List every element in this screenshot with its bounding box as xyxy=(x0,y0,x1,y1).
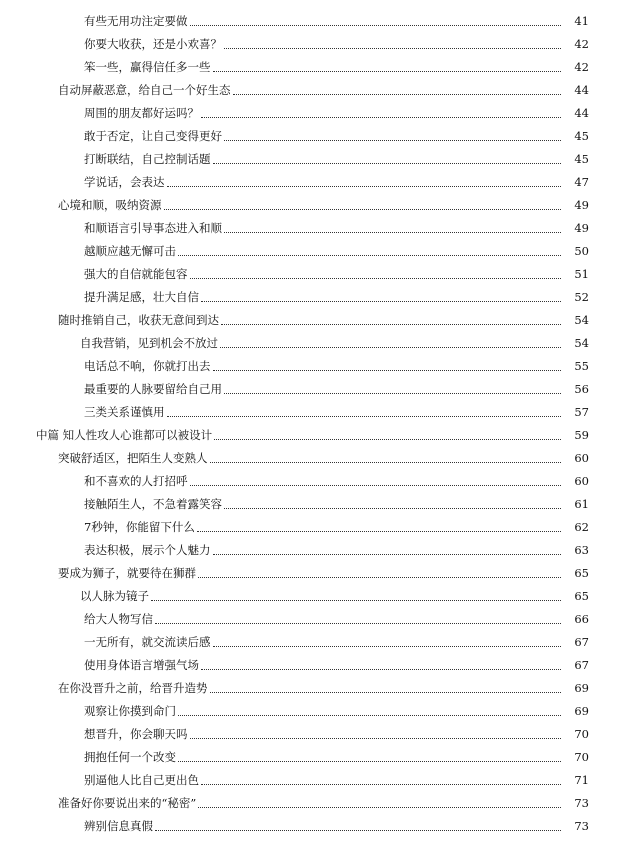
dot-leader xyxy=(233,93,562,95)
toc-entry-page-number: 54 xyxy=(574,336,589,350)
toc-entry-page-number: 67 xyxy=(574,658,589,672)
dot-leader xyxy=(178,760,561,762)
dot-leader xyxy=(201,668,561,670)
toc-entry-title: 拥抱任何一个改变 xyxy=(84,750,176,764)
toc-entry-title: 提升满足感，壮大自信 xyxy=(84,290,199,304)
toc-entry-page-number: 57 xyxy=(574,405,589,419)
dot-leader xyxy=(178,254,561,256)
toc-entry-page-number: 55 xyxy=(574,359,589,373)
toc-entry-title: 越顺应越无懈可击 xyxy=(84,244,176,258)
toc-chapter-entry xyxy=(0,190,632,213)
table-of-contents xyxy=(0,6,632,834)
toc-entry-page-number: 73 xyxy=(574,819,589,833)
toc-chapter-entry xyxy=(0,788,632,811)
toc-entry-title: 接触陌生人，不急着露笑容 xyxy=(84,497,222,511)
toc-section-entry xyxy=(0,742,632,765)
toc-entry-title: 一无所有，就交流读后感 xyxy=(84,635,211,649)
toc-chapter-entry xyxy=(0,673,632,696)
dot-leader xyxy=(155,829,561,831)
toc-section-entry xyxy=(0,98,632,121)
toc-chapter-entry xyxy=(0,558,632,581)
dot-leader xyxy=(221,323,561,325)
toc-entry-page-number: 52 xyxy=(574,290,589,304)
toc-entry-page-number: 65 xyxy=(574,589,589,603)
toc-section-entry xyxy=(0,121,632,144)
toc-section-entry xyxy=(0,397,632,420)
toc-chapter-entry xyxy=(0,443,632,466)
toc-entry-page-number: 73 xyxy=(574,796,589,810)
dot-leader xyxy=(167,185,562,187)
dot-leader xyxy=(198,806,561,808)
toc-entry-title: 想晋升，你会聊天吗 xyxy=(84,727,188,741)
dot-leader xyxy=(201,300,561,302)
dot-leader xyxy=(224,231,561,233)
toc-entry-page-number: 62 xyxy=(574,520,589,534)
toc-entry-page-number: 49 xyxy=(574,221,589,235)
toc-section-entry xyxy=(0,719,632,742)
toc-section-entry xyxy=(0,6,632,29)
dot-leader xyxy=(213,645,562,647)
toc-section-entry xyxy=(0,29,632,52)
toc-entry-page-number: 70 xyxy=(574,750,589,764)
toc-entry-title: 和顺语言引导事态进入和顺 xyxy=(84,221,222,235)
toc-entry-title: 准备好你要说出来的“秘密” xyxy=(58,796,197,810)
dot-leader xyxy=(213,369,562,371)
dot-leader xyxy=(213,553,562,555)
dot-leader xyxy=(178,714,561,716)
dot-leader xyxy=(201,116,561,118)
dot-leader xyxy=(224,392,561,394)
toc-entry-title: 给大人物写信 xyxy=(84,612,153,626)
dot-leader xyxy=(190,24,562,26)
toc-entry-title: 自动屏蔽恶意，给自己一个好生态 xyxy=(58,83,231,97)
toc-section-entry xyxy=(0,581,632,604)
toc-entry-title: 和不喜欢的人打招呼 xyxy=(84,474,188,488)
toc-section-entry xyxy=(0,52,632,75)
toc-section-entry xyxy=(0,696,632,719)
toc-entry-page-number: 49 xyxy=(574,198,589,212)
toc-entry-title: 笨一些，赢得信任多一些 xyxy=(84,60,211,74)
toc-section-entry xyxy=(0,282,632,305)
toc-entry-title: 强大的自信就能包容 xyxy=(84,267,188,281)
toc-entry-page-number: 71 xyxy=(574,773,589,787)
toc-section-entry xyxy=(0,765,632,788)
toc-entry-page-number: 54 xyxy=(574,313,589,327)
dot-leader xyxy=(214,438,561,440)
toc-entry-page-number: 56 xyxy=(574,382,589,396)
toc-entry-title: 三类关系谨慎用 xyxy=(84,405,165,419)
toc-section-entry xyxy=(0,328,632,351)
toc-entry-page-number: 45 xyxy=(574,152,589,166)
toc-section-entry xyxy=(0,650,632,673)
toc-entry-page-number: 47 xyxy=(574,175,589,189)
toc-entry-page-number: 42 xyxy=(574,60,589,74)
toc-entry-title: 敢于否定，让自己变得更好 xyxy=(84,129,222,143)
dot-leader xyxy=(224,47,561,49)
toc-entry-title: 辨别信息真假 xyxy=(84,819,153,833)
toc-section-entry xyxy=(0,213,632,236)
toc-section-entry xyxy=(0,236,632,259)
toc-entry-title: 心境和顺，吸纳资源 xyxy=(58,198,162,212)
toc-entry-page-number: 50 xyxy=(574,244,589,258)
dot-leader xyxy=(224,507,561,509)
toc-part-entry xyxy=(0,420,632,443)
toc-section-entry xyxy=(0,259,632,282)
toc-entry-title: 观察让你摸到命门 xyxy=(84,704,176,718)
dot-leader xyxy=(213,70,562,72)
toc-entry-page-number: 63 xyxy=(574,543,589,557)
toc-entry-title: 打断联结，自己控制话题 xyxy=(84,152,211,166)
dot-leader xyxy=(210,461,562,463)
dot-leader xyxy=(190,484,562,486)
toc-entry-page-number: 45 xyxy=(574,129,589,143)
toc-entry-page-number: 69 xyxy=(574,704,589,718)
toc-section-entry xyxy=(0,167,632,190)
dot-leader xyxy=(210,691,562,693)
dot-leader xyxy=(167,415,562,417)
toc-section-entry xyxy=(0,466,632,489)
toc-entry-title: 在你没晋升之前，给晋升造势 xyxy=(58,681,208,695)
toc-section-entry xyxy=(0,144,632,167)
toc-section-entry xyxy=(0,374,632,397)
toc-entry-page-number: 61 xyxy=(574,497,589,511)
toc-entry-title: 有些无用功注定要做 xyxy=(84,14,188,28)
toc-section-entry xyxy=(0,535,632,558)
toc-section-entry xyxy=(0,627,632,650)
toc-entry-page-number: 67 xyxy=(574,635,589,649)
toc-entry-title: 别逼他人比自己更出色 xyxy=(84,773,199,787)
toc-entry-page-number: 41 xyxy=(574,14,589,28)
toc-section-entry xyxy=(0,811,632,834)
toc-entry-title: 学说话，会表达 xyxy=(84,175,165,189)
toc-entry-page-number: 44 xyxy=(574,83,589,97)
toc-entry-title: 中篇 知人性攻人心谁都可以被设计 xyxy=(36,428,213,442)
toc-entry-title: 随时推销自己，收获无意间到达 xyxy=(58,313,219,327)
dot-leader xyxy=(164,208,562,210)
toc-entry-page-number: 60 xyxy=(574,474,589,488)
dot-leader xyxy=(220,346,561,348)
toc-entry-page-number: 70 xyxy=(574,727,589,741)
dot-leader xyxy=(198,576,561,578)
toc-entry-title: 你要大收获，还是小欢喜？ xyxy=(84,37,222,51)
toc-entry-page-number: 51 xyxy=(574,267,589,281)
toc-entry-title: 要成为狮子，就要待在狮群 xyxy=(58,566,196,580)
dot-leader xyxy=(190,737,562,739)
toc-entry-title: 突破舒适区，把陌生人变熟人 xyxy=(58,451,208,465)
toc-section-entry xyxy=(0,512,632,535)
toc-entry-title: 电话总不响，你就打出去 xyxy=(84,359,211,373)
toc-section-entry xyxy=(0,604,632,627)
dot-leader xyxy=(197,530,561,532)
dot-leader xyxy=(213,162,562,164)
dot-leader xyxy=(224,139,561,141)
toc-chapter-entry xyxy=(0,305,632,328)
toc-entry-page-number: 66 xyxy=(574,612,589,626)
toc-entry-title: 周围的朋友都好运吗？ xyxy=(84,106,199,120)
toc-entry-title: 以人脉为镜子 xyxy=(80,589,149,603)
toc-section-entry xyxy=(0,351,632,374)
toc-entry-page-number: 60 xyxy=(574,451,589,465)
toc-entry-title: 自我营销，见到机会不放过 xyxy=(80,336,218,350)
toc-section-entry xyxy=(0,489,632,512)
toc-entry-page-number: 65 xyxy=(574,566,589,580)
dot-leader xyxy=(190,277,562,279)
toc-entry-page-number: 42 xyxy=(574,37,589,51)
toc-entry-title: 7秒钟，你能留下什么 xyxy=(84,520,195,534)
toc-entry-title: 最重要的人脉要留给自己用 xyxy=(84,382,222,396)
dot-leader xyxy=(151,599,561,601)
dot-leader xyxy=(155,622,561,624)
toc-chapter-entry xyxy=(0,75,632,98)
toc-entry-page-number: 44 xyxy=(574,106,589,120)
toc-entry-page-number: 59 xyxy=(574,428,589,442)
toc-entry-page-number: 69 xyxy=(574,681,589,695)
toc-entry-title: 表达积极，展示个人魅力 xyxy=(84,543,211,557)
toc-entry-title: 使用身体语言增强气场 xyxy=(84,658,199,672)
dot-leader xyxy=(201,783,561,785)
